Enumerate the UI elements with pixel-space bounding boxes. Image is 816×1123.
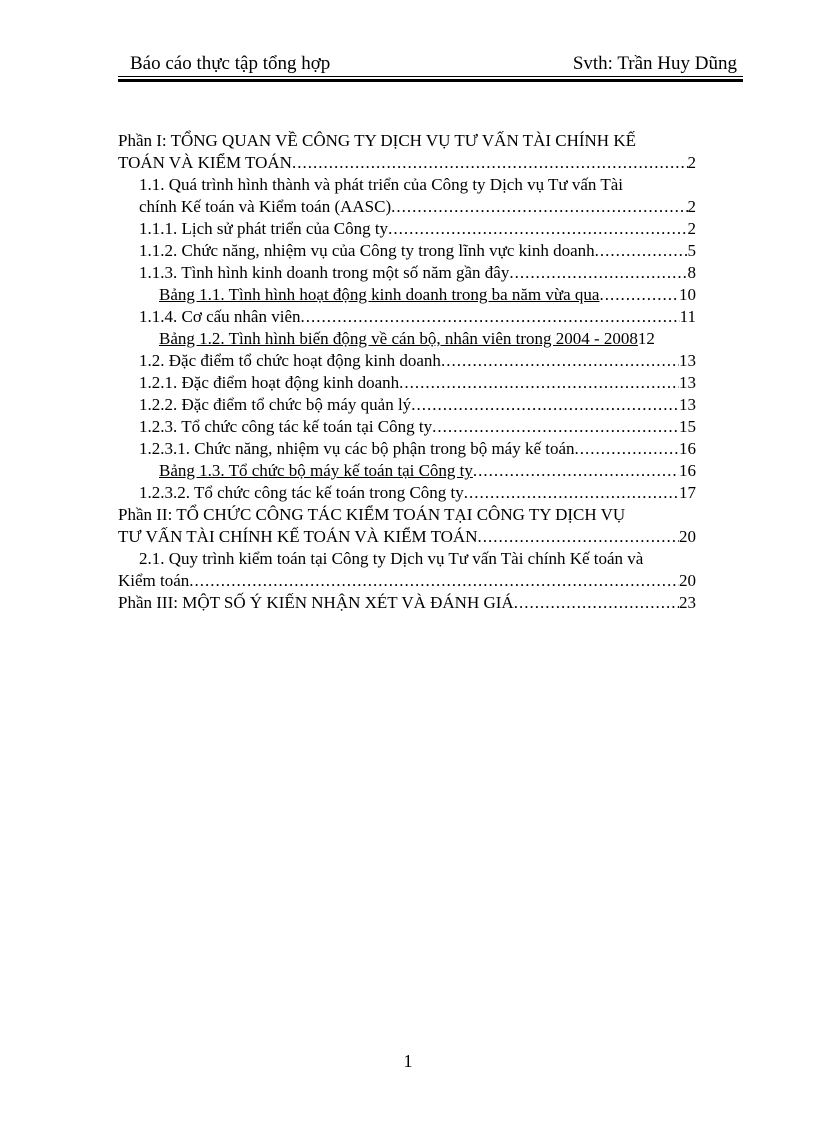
toc-entry-1-1-4[interactable] [118, 306, 696, 328]
toc-entry-1-2-3-1[interactable] [118, 438, 696, 460]
page-header [118, 50, 743, 78]
report-title: Báo cáo thực tập tổng hợp [130, 53, 331, 74]
toc-page-number: 11 [679, 307, 696, 326]
toc-entry-1-2-1[interactable] [118, 372, 696, 394]
page-number: 1 [403, 1051, 413, 1071]
dot-leader [473, 460, 679, 482]
toc-entry-text: 1.1.1. Lịch sử phát triển của Công ty [139, 219, 389, 238]
header-rule-thick [118, 79, 743, 82]
table-of-contents [118, 130, 696, 614]
toc-entry-part-1[interactable] [118, 130, 696, 174]
toc-entry-part-2[interactable] [118, 504, 696, 548]
dot-leader [464, 482, 679, 504]
toc-page-number: 16 [679, 461, 696, 480]
toc-entry-table-1-1[interactable] [118, 284, 696, 306]
toc-entry-text: 1.1.4. Cơ cấu nhân viên [139, 307, 301, 326]
toc-entry-text: Bảng 1.1. Tình hình hoạt động kinh doanh trong ba năm vừa qua [159, 285, 600, 304]
toc-entry-text: Phần I: TỔNG QUAN VỀ CÔNG TY DỊCH VỤ TƯ VẤN TÀI CHÍNH KẾ [118, 131, 636, 150]
dot-leader [478, 526, 680, 548]
dot-leader [595, 240, 688, 262]
toc-page-number: 13 [679, 373, 696, 392]
toc-entry-table-1-2[interactable] [118, 328, 696, 350]
toc-entry-text: 1.2.2. Đặc điểm tổ chức bộ máy quản lý [139, 395, 412, 414]
toc-entry-part-3[interactable] [118, 592, 696, 614]
toc-entry-text: Bảng 1.2. Tình hình biến động về cán bộ, nhân viên trong 2004 - 2008 [159, 329, 638, 348]
toc-entry-text: chính Kế toán và Kiểm toán (AASC) [139, 197, 392, 216]
toc-entry-1-1[interactable] [118, 174, 696, 218]
dot-leader [599, 284, 679, 306]
dot-leader [300, 306, 679, 328]
toc-page-number: 12 [637, 329, 655, 348]
toc-page-number: 2 [687, 197, 696, 216]
toc-entry-1-2[interactable] [118, 350, 696, 372]
toc-page-number: 2 [687, 219, 696, 238]
toc-page-number: 13 [679, 395, 696, 414]
toc-entry-1-1-3[interactable] [118, 262, 696, 284]
toc-entry-1-2-2[interactable] [118, 394, 696, 416]
toc-entry-2-1[interactable] [118, 548, 696, 592]
toc-entry-1-2-3-2[interactable] [118, 482, 696, 504]
toc-page-number: 8 [687, 263, 696, 282]
dot-leader [441, 350, 679, 372]
toc-entry-text: TOÁN VÀ KIỂM TOÁN [118, 153, 292, 172]
toc-entry-text: 1.2.3.2. Tổ chức công tác kế toán trong Công ty [139, 483, 464, 502]
toc-entry-text: Kiểm toán [118, 571, 190, 590]
dot-leader [411, 394, 679, 416]
toc-page-number: 20 [679, 527, 696, 546]
dot-leader [292, 152, 688, 174]
dot-leader [391, 196, 687, 218]
toc-entry-text: 1.2. Đặc điểm tổ chức hoạt động kinh doanh [139, 351, 441, 370]
student-name: Svth: Trần Huy Dũng [572, 53, 737, 74]
dot-leader [189, 570, 679, 592]
dot-leader [388, 218, 687, 240]
toc-entry-text: TƯ VẤN TÀI CHÍNH KẾ TOÁN VÀ KIỂM TOÁN [118, 527, 478, 546]
toc-page-number: 16 [679, 439, 696, 458]
toc-entry-text: Phần III: MỘT SỐ Ý KIẾN NHẬN XÉT VÀ ĐÁNH GIÁ [118, 593, 514, 612]
toc-entry-text: 1.2.3.1. Chức năng, nhiệm vụ các bộ phận trong bộ máy kế toán [139, 439, 575, 458]
toc-page-number: 2 [687, 153, 696, 172]
toc-entry-text: 2.1. Quy trình kiểm toán tại Công ty Dịch vụ Tư vấn Tài chính Kế toán và [139, 549, 644, 568]
toc-page-number: 10 [679, 285, 696, 304]
toc-entry-1-1-2[interactable] [118, 240, 696, 262]
dot-leader [399, 372, 679, 394]
toc-page-number: 23 [679, 593, 696, 612]
dot-leader [514, 592, 679, 614]
toc-entry-table-1-3[interactable] [118, 460, 696, 482]
toc-page-number: 5 [687, 241, 696, 260]
dot-leader [509, 262, 687, 284]
toc-entry-1-2-3[interactable] [118, 416, 696, 438]
toc-entry-text: 1.1.3. Tình hình kinh doanh trong một số năm gần đây [139, 263, 510, 282]
dot-leader [575, 438, 679, 460]
header-rule-thin [118, 76, 743, 77]
toc-page-number: 15 [679, 417, 696, 436]
toc-entry-text: 1.1.2. Chức năng, nhiệm vụ của Công ty trong lĩnh vực kinh doanh [139, 241, 595, 260]
toc-entry-text: 1.1. Quá trình hình thành và phát triển của Công ty Dịch vụ Tư vấn Tài [139, 175, 624, 194]
toc-entry-1-1-1[interactable] [118, 218, 696, 240]
toc-entry-text: Phần II: TỔ CHỨC CÔNG TÁC KIỂM TOÁN TẠI CÔNG TY DỊCH VỤ [118, 505, 626, 524]
toc-entry-text: 1.2.3. Tổ chức công tác kế toán tại Công ty [139, 417, 433, 436]
toc-entry-text: Bảng 1.3. Tổ chức bộ máy kế toán tại Công ty [159, 461, 473, 480]
toc-page-number: 13 [679, 351, 696, 370]
dot-leader [432, 416, 679, 438]
toc-entry-text: 1.2.1. Đặc điểm hoạt động kinh doanh [139, 373, 400, 392]
toc-page-number: 17 [679, 483, 696, 502]
toc-page-number: 20 [679, 571, 696, 590]
